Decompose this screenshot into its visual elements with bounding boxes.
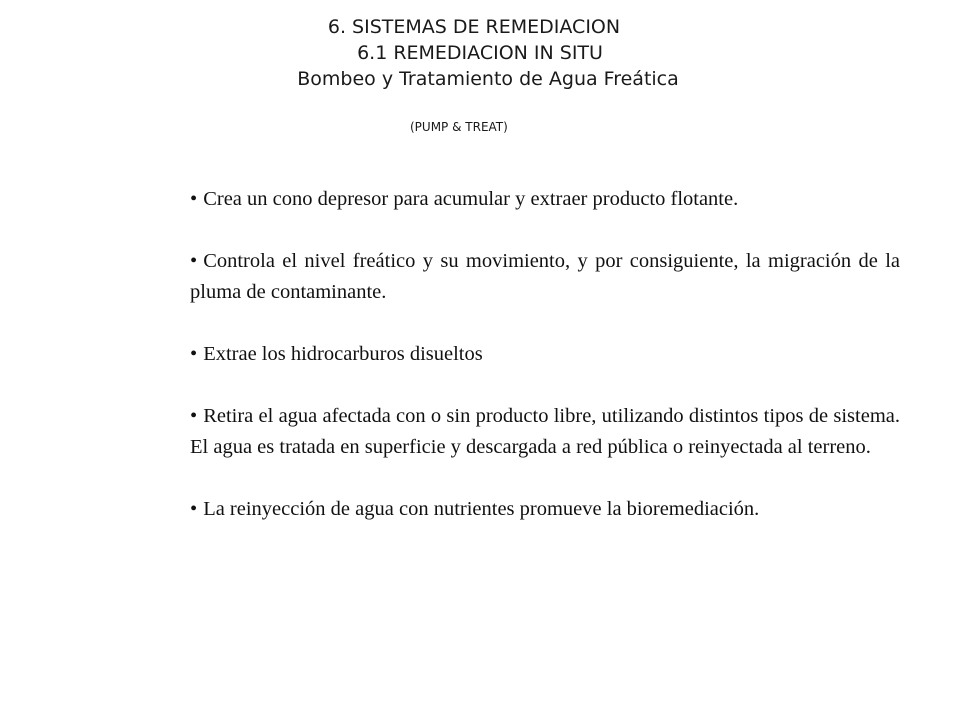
bullet-text: Retira el agua afectada con o sin producto libre, utilizando distintos tipos de sistema. El agua es tratada en superficie y descargada a red pública o reinyectada al terreno. (190, 405, 900, 458)
bullet-item (190, 339, 900, 370)
bullet-marker: • (190, 250, 198, 272)
title-block (0, 14, 960, 92)
bullet-item (190, 401, 900, 463)
bullet-marker: • (190, 498, 198, 520)
bullet-text: Extrae los hidrocarburos disueltos (203, 343, 483, 365)
bullet-text: La reinyección de agua con nutrientes promueve la bioremediación. (203, 498, 760, 520)
bullet-item (190, 184, 900, 215)
bullet-text: Crea un cono depresor para acumular y extraer producto flotante. (203, 188, 739, 210)
section-title: 6. SISTEMAS DE REMEDIACION (327, 16, 621, 38)
subtitle: (PUMP & TREAT) (410, 120, 508, 134)
bullet-marker: • (190, 188, 198, 210)
bullet-marker: • (190, 405, 198, 427)
bullet-item (190, 494, 900, 525)
bullet-marker: • (190, 343, 198, 365)
bullet-item (190, 246, 900, 308)
subsection-title: 6.1 REMEDIACION IN SITU (357, 42, 603, 64)
bullet-text: Controla el nivel freático y su movimiento, y por consiguiente, la migración de la pluma de contaminante. (190, 250, 900, 303)
bullet-list (190, 184, 900, 525)
topic-title: Bombeo y Tratamiento de Agua Freática (297, 68, 679, 90)
